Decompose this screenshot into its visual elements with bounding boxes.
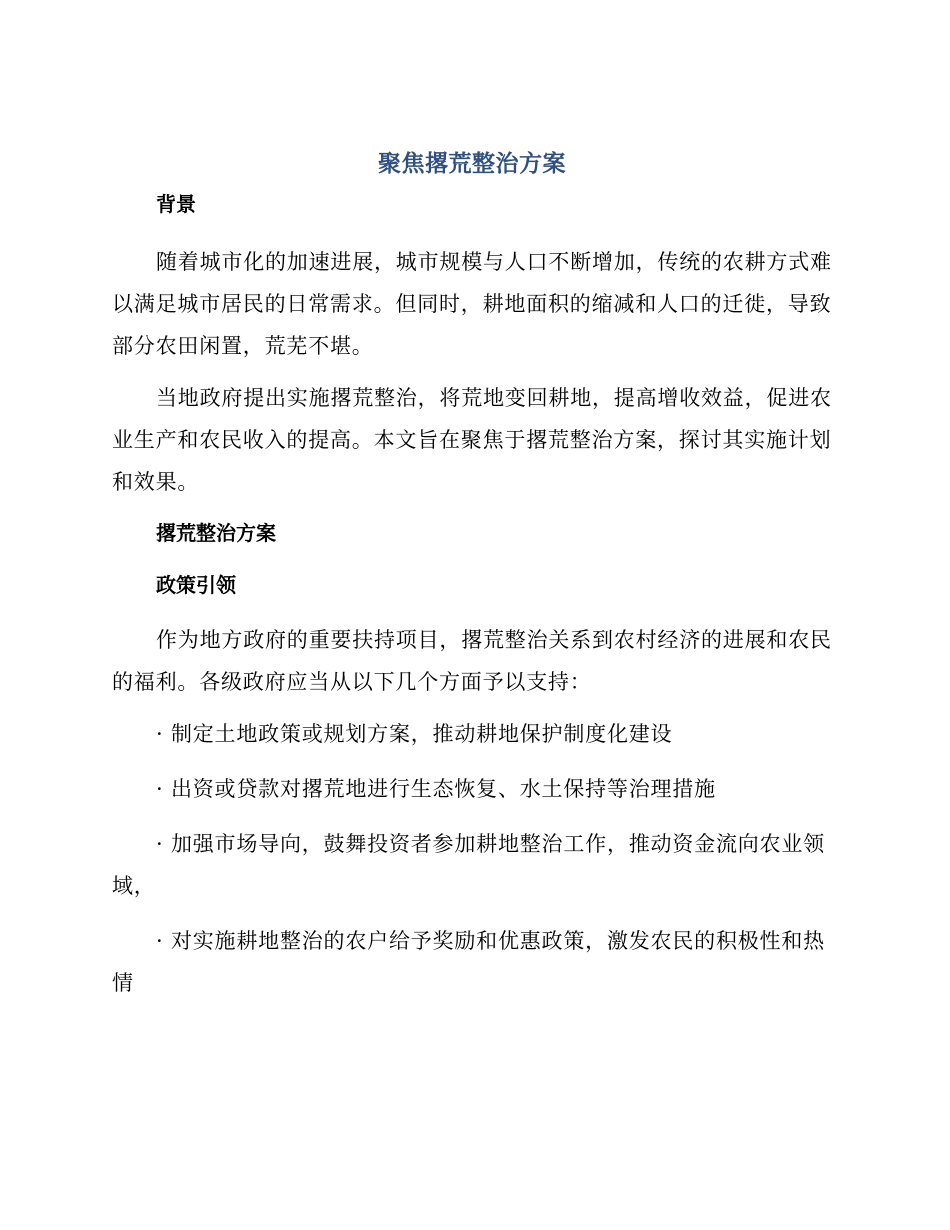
paragraph-background-2: 当地政府提出实施撂荒整治，将荒地变回耕地，提高增收效益，促进农业生产和农民收入的提高。本文旨在聚焦于撂荒整治方案，探讨其实施计划和效果。 — [112, 386, 832, 494]
paragraph-background-1: 随着城市化的加速进展，城市规模与人口不断增加，传统的农耕方式难以满足城市居民的日常需求。但同时，耕地面积的缩减和人口的迁徙，导致部分农田闲置，荒芜不堪。 — [112, 250, 832, 358]
document-page — [112, 147, 832, 1017]
section-heading-policy: 政策引领 — [156, 573, 236, 597]
section-heading-background: 背景 — [156, 192, 196, 216]
section-heading-plan: 撂荒整治方案 — [156, 521, 276, 545]
paragraph-policy: 作为地方政府的重要扶持项目，撂荒整治关系到农村经济的进展和农民的福利。各级政府应当从以下几个方面予以支持： — [112, 628, 832, 694]
document-title: 聚焦撂荒整治方案 — [378, 151, 566, 177]
bullet-item-2: · 出资或贷款对撂荒地进行生态恢复、水土保持等治理措施 — [156, 777, 716, 801]
bullet-item-1: · 制定土地政策或规划方案，推动耕地保护制度化建设 — [156, 722, 673, 746]
bullet-item-4: · 对实施耕地整治的农户给予奖励和优惠政策，激发农民的积极性和热情 — [112, 929, 825, 995]
bullet-item-3: · 加强市场导向，鼓舞投资者参加耕地整治工作，推动资金流向农业领域， — [112, 832, 825, 898]
